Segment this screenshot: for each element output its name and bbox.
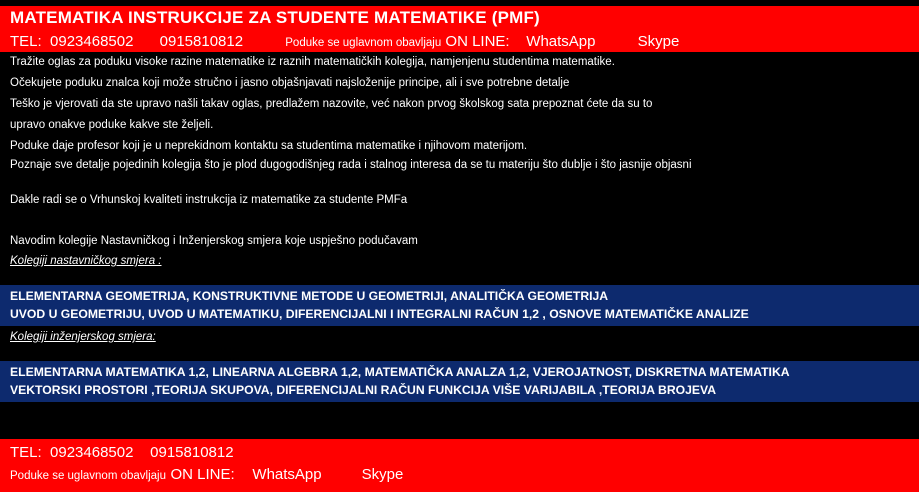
footer-skype-label: Skype xyxy=(361,466,404,483)
nastavnicki-line-1: ELEMENTARNA GEOMETRIJA, KONSTRUKTIVNE METODE U GEOMETRIJI, ANALITIČKA GEOMETRIJA xyxy=(10,289,609,303)
nastavnicki-line-2: UVOD U GEOMETRIJU, UVOD U MATEMATIKU, DIFERENCIJALNI I INTEGRALNI RAČUN 1,2 , OSNOVE MATEMATIČKE ANALIZE xyxy=(10,307,749,321)
footer-whatsapp-label: WhatsApp xyxy=(252,466,322,483)
skype-label: Skype xyxy=(637,33,680,50)
quality-line: Dakle radi se o Vrhunskoj kvaliteti instrukcija iz matematike za studente PMFa xyxy=(10,194,408,206)
inzenjerski-heading: Kolegiji inženjerskog smjera: xyxy=(10,331,156,343)
poduke-text: Poduke se uglavnom obavljaju xyxy=(285,37,442,49)
footer-poduke-text: Poduke se uglavnom obavljaju xyxy=(10,470,166,482)
inzenjerski-line-1: ELEMENTARNA MATEMATIKA 1,2, LINEARNA ALGEBRA 1,2, MATEMATIČKA ANALZA 1,2, VJEROJATNOST, DISKRETNA MATEMATIKA xyxy=(10,365,790,379)
online-label: ON LINE: xyxy=(445,33,510,50)
footer-online-label: ON LINE: xyxy=(170,466,235,483)
phone-1[interactable]: 0923468502 xyxy=(50,33,134,50)
body-line-6: Poznaje sve detalje pojedinih kolegija što je plod dugogodišnjeg rada i stalnog interesa da se tu materiju što dublje i što jasnije objasni xyxy=(10,159,692,171)
header-contact xyxy=(10,33,679,50)
body-line-1: Tražite oglas za poduku visoke razine matematike iz raznih matematičkih kolegija, namjenjenu studentima matematike. xyxy=(10,56,615,68)
intro-line: Navodim kolegije Nastavničkog i Inženjerskog smjera koje uspješno podučavam xyxy=(10,235,418,247)
footer-tel-label: TEL: xyxy=(10,444,42,461)
footer-phone-2[interactable]: 0915810812 xyxy=(150,444,234,461)
body-line-3: Teško je vjerovati da ste upravo našli takav oglas, predlažem nazovite, već nakon prvog školskog sata prepoznat ćete da su to xyxy=(10,98,653,110)
footer-contact xyxy=(10,444,234,461)
tel-label: TEL: xyxy=(10,33,42,50)
footer-online xyxy=(10,466,403,484)
whatsapp-label: WhatsApp xyxy=(526,33,596,50)
footer-phone-1[interactable]: 0923468502 xyxy=(50,444,134,461)
phone-2[interactable]: 0915810812 xyxy=(159,33,244,50)
page-title: MATEMATIKA INSTRUKCIJE ZA STUDENTE MATEMATIKE (PMF) xyxy=(10,8,540,27)
body-line-2: Očekujete poduku znalca koji može stručno i jasno objašnjavati najsloženije principe, ali i sve potrebne detalje xyxy=(10,77,570,89)
body-line-4: upravo onakve poduke kakve ste željeli. xyxy=(10,119,214,131)
inzenjerski-line-2: VEKTORSKI PROSTORI ,TEORIJA SKUPOVA, DIFERENCIJALNI RAČUN FUNKCIJA VIŠE VARIJABILA ,TEORIJA BROJEVA xyxy=(10,383,717,397)
nastavnicki-heading: Kolegiji nastavničkog smjera : xyxy=(10,255,162,267)
body-line-5: Poduke daje profesor koji je u neprekidnom kontaktu sa studentima matematike i njihovom materijom. xyxy=(10,140,528,152)
